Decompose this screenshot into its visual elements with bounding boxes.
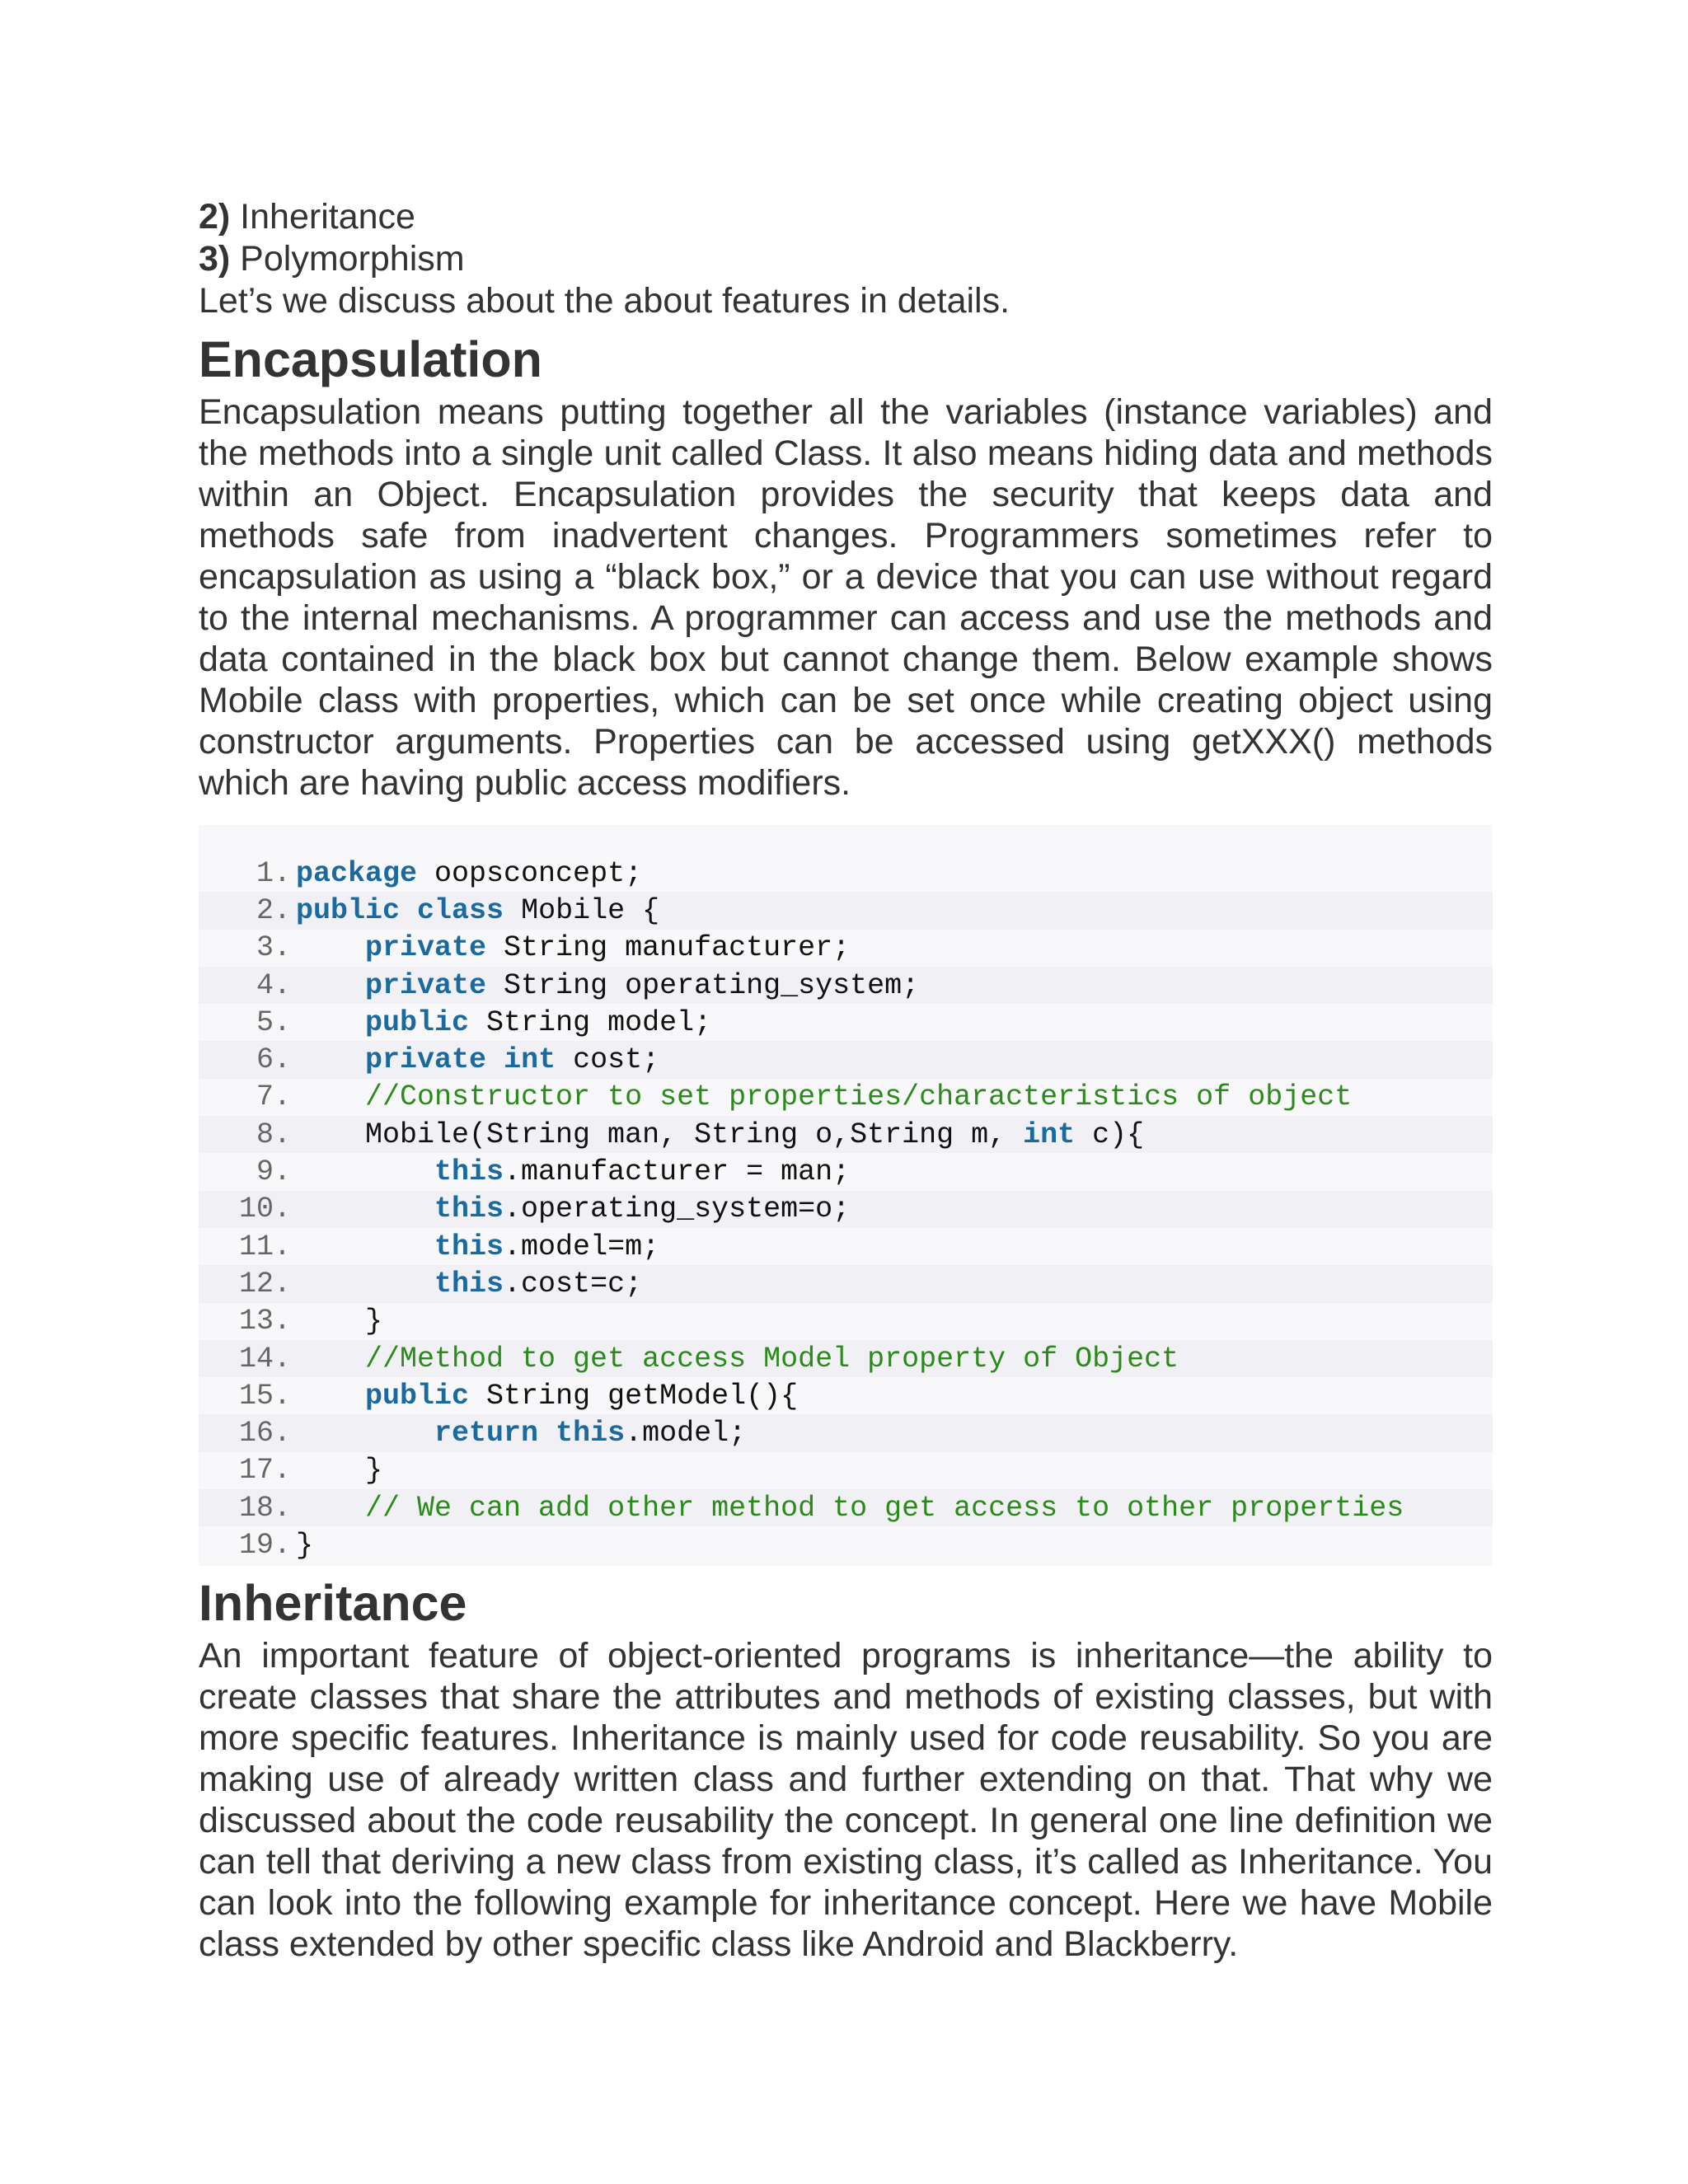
code-block bbox=[199, 825, 1493, 1566]
code-text bbox=[291, 1492, 1404, 1525]
code-token bbox=[296, 1080, 365, 1113]
list-item-inheritance bbox=[199, 196, 1493, 238]
code-line bbox=[199, 1228, 1493, 1265]
code-token: .manufacturer = man; bbox=[504, 1155, 851, 1189]
code-keyword: this bbox=[434, 1267, 504, 1301]
code-token: .cost=c; bbox=[504, 1267, 643, 1301]
code-token bbox=[486, 1043, 504, 1076]
line-number: 12. bbox=[238, 1267, 291, 1301]
code-line bbox=[199, 1191, 1493, 1228]
line-number: 8. bbox=[256, 1118, 291, 1151]
code-comment: //Constructor to set properties/characteristics of object bbox=[365, 1080, 1353, 1114]
line-number: 5. bbox=[256, 1005, 291, 1039]
code-comment: //Method to get access Model property of Object bbox=[365, 1342, 1179, 1376]
line-number: 18. bbox=[238, 1491, 291, 1525]
code-token: .model=m; bbox=[504, 1230, 660, 1263]
code-keyword: package bbox=[296, 856, 418, 890]
code-keyword: int bbox=[1023, 1118, 1076, 1151]
code-token: } bbox=[296, 1305, 383, 1338]
line-number: 16. bbox=[238, 1417, 291, 1451]
code-keyword: this bbox=[434, 1193, 504, 1226]
code-token bbox=[296, 1193, 434, 1226]
code-keyword: public bbox=[296, 893, 401, 927]
code-token bbox=[400, 894, 417, 927]
intro-lead: Let’s we discuss about the about features in details. bbox=[199, 281, 1010, 321]
list-number: 2) bbox=[199, 197, 231, 237]
code-text bbox=[291, 1417, 746, 1450]
code-keyword: public bbox=[365, 1005, 470, 1039]
code-text bbox=[291, 1454, 382, 1487]
line-number: 2. bbox=[256, 893, 291, 927]
code-line bbox=[199, 1452, 1493, 1489]
code-token bbox=[296, 1268, 434, 1301]
code-token bbox=[296, 1230, 434, 1263]
list-label: Inheritance bbox=[230, 197, 415, 237]
code-keyword: private bbox=[365, 931, 487, 965]
code-line bbox=[199, 1414, 1493, 1451]
page-content bbox=[199, 196, 1493, 1965]
code-text bbox=[291, 1080, 1352, 1113]
code-text bbox=[291, 931, 850, 964]
code-line bbox=[199, 1489, 1493, 1526]
code-text bbox=[291, 1230, 659, 1263]
code-token bbox=[296, 931, 365, 964]
line-number: 9. bbox=[256, 1155, 291, 1189]
code-token: String getModel(){ bbox=[469, 1379, 799, 1413]
code-keyword: private bbox=[365, 968, 487, 1002]
heading-inheritance: Inheritance bbox=[199, 1574, 467, 1631]
code-token bbox=[296, 1380, 365, 1413]
code-token: } bbox=[296, 1528, 314, 1562]
code-text bbox=[291, 1305, 382, 1338]
code-text bbox=[291, 1343, 1179, 1376]
code-token: String manufacturer; bbox=[486, 931, 851, 965]
code-token bbox=[296, 1417, 434, 1450]
code-token: oopsconcept; bbox=[417, 856, 643, 890]
code-token bbox=[296, 1006, 365, 1039]
code-line bbox=[199, 1004, 1493, 1041]
code-text bbox=[291, 1380, 798, 1413]
code-line bbox=[199, 930, 1493, 967]
code-token bbox=[296, 1043, 365, 1076]
code-token: .operating_system=o; bbox=[504, 1193, 851, 1226]
heading-encapsulation: Encapsulation bbox=[199, 331, 542, 387]
code-line bbox=[199, 892, 1493, 929]
paragraph-inheritance: An important feature of object-oriented programs is inheritance—the ability to create classes that share the attributes and methods of existing classes, but with more specific features. Inheritance is mainly used for code reusability. So you are making use of already written class and further extending on that. That why we discussed about the code reusability the concept. In general one line definition we can tell that deriving a new class from existing class, it’s called as Inheritance. You can look into the following example for inheritance concept. Here we have Mobile class extended by other specific class like Android and Blackberry. bbox=[199, 1635, 1493, 1964]
code-text bbox=[291, 969, 919, 1002]
line-number: 10. bbox=[238, 1193, 291, 1226]
code-token bbox=[538, 1417, 556, 1450]
code-text bbox=[291, 1043, 659, 1076]
code-comment: // We can add other method to get access to other properties bbox=[365, 1491, 1404, 1525]
code-keyword: int bbox=[504, 1043, 556, 1077]
line-number: 15. bbox=[238, 1379, 291, 1413]
line-number: 17. bbox=[238, 1454, 291, 1488]
code-text bbox=[291, 1155, 850, 1188]
code-text bbox=[291, 1193, 850, 1226]
code-text bbox=[291, 1118, 1144, 1151]
code-line bbox=[199, 1526, 1493, 1563]
code-keyword: public bbox=[365, 1379, 470, 1413]
code-token: Mobile { bbox=[504, 893, 660, 927]
code-line bbox=[199, 1079, 1493, 1116]
line-number: 3. bbox=[256, 931, 291, 965]
code-token bbox=[296, 1492, 365, 1525]
code-token: String operating_system; bbox=[486, 968, 920, 1002]
code-line bbox=[199, 1340, 1493, 1377]
code-token: } bbox=[296, 1454, 383, 1488]
code-line bbox=[199, 967, 1493, 1004]
line-number: 4. bbox=[256, 968, 291, 1002]
code-token bbox=[296, 1155, 434, 1188]
code-keyword: this bbox=[434, 1230, 504, 1263]
code-line bbox=[199, 855, 1493, 892]
code-line bbox=[199, 1265, 1493, 1302]
code-token: cost; bbox=[556, 1043, 660, 1077]
list-item-polymorphism bbox=[199, 238, 1493, 280]
code-keyword: private bbox=[365, 1043, 487, 1077]
list-label: Polymorphism bbox=[230, 239, 465, 279]
list-number: 3) bbox=[199, 239, 231, 279]
code-line bbox=[199, 1377, 1493, 1414]
code-text bbox=[291, 857, 642, 890]
line-number: 14. bbox=[238, 1342, 291, 1376]
code-token: c){ bbox=[1075, 1118, 1145, 1151]
code-token bbox=[296, 969, 365, 1002]
code-keyword: this bbox=[556, 1417, 626, 1451]
code-text bbox=[291, 894, 659, 927]
code-text bbox=[291, 1268, 642, 1301]
code-keyword: this bbox=[434, 1155, 504, 1189]
code-keyword: return bbox=[434, 1417, 539, 1451]
code-token: Mobile(String man, String o,String m, bbox=[296, 1118, 1024, 1151]
code-line bbox=[199, 1303, 1493, 1340]
line-number: 1. bbox=[256, 856, 291, 890]
code-token bbox=[296, 1343, 365, 1376]
code-line bbox=[199, 1153, 1493, 1190]
code-line bbox=[199, 1116, 1493, 1153]
line-number: 19. bbox=[238, 1528, 291, 1562]
code-text bbox=[291, 1529, 313, 1562]
code-text bbox=[291, 1006, 711, 1039]
line-number: 6. bbox=[256, 1043, 291, 1077]
line-number: 13. bbox=[238, 1305, 291, 1338]
code-token: .model; bbox=[625, 1417, 747, 1451]
paragraph-encapsulation: Encapsulation means putting together all the variables (instance variables) and the methods into a single unit called Class. It also means hiding data and methods within an Object. Encapsulation provides the security that keeps data and methods safe from inadvertent changes. Programmers sometimes refer to encapsulation as using a “black box,” or a device that you can use without regard to the internal mechanisms. A programmer can access and use the methods and data contained in the black box but cannot change them. Below example shows Mobile class with properties, which can be set once while creating object using constructor arguments. Properties can be accessed using getXXX() methods which are having public access modifiers. bbox=[199, 392, 1493, 803]
line-number: 11. bbox=[238, 1230, 291, 1263]
code-line bbox=[199, 1041, 1493, 1078]
code-token: String model; bbox=[469, 1005, 712, 1039]
line-number: 7. bbox=[256, 1080, 291, 1114]
code-keyword: class bbox=[417, 893, 504, 927]
